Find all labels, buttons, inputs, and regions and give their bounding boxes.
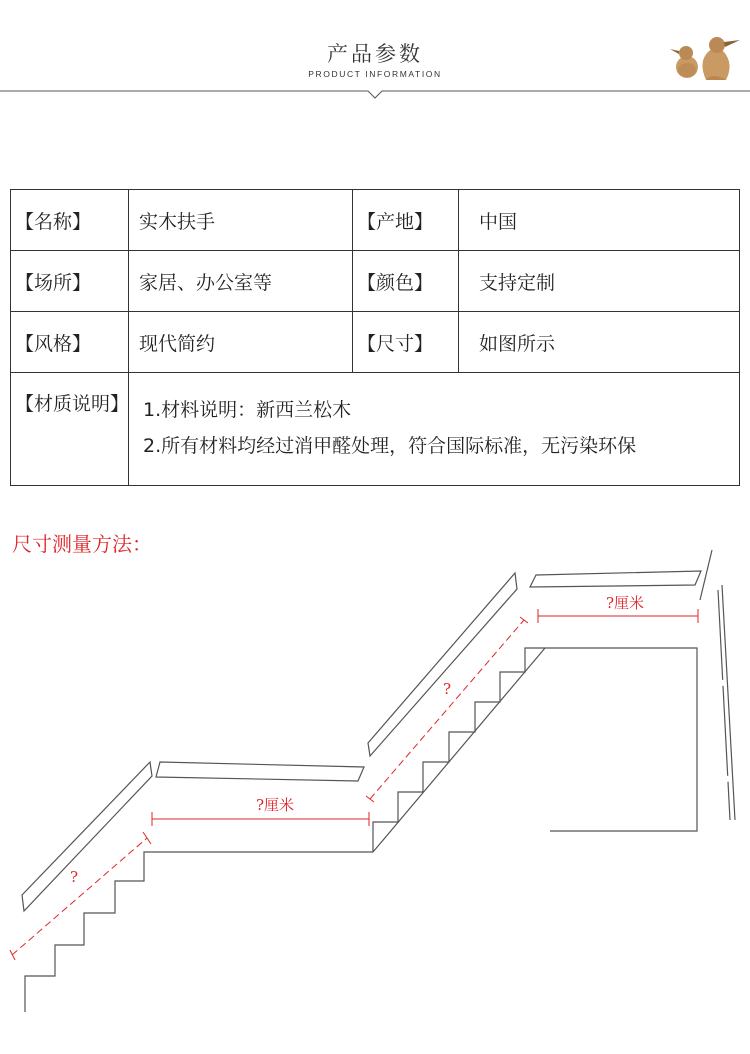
dim-upper-flight-label: ? [443, 680, 452, 698]
staircase-outline [22, 550, 735, 1012]
lower-handrail [22, 762, 152, 911]
material-line: 1.材料说明：新西兰松木 [143, 399, 352, 421]
upper-landing-rail [530, 571, 701, 587]
section-title: 产品参数 [327, 42, 423, 66]
color-value: 支持定制 [459, 251, 740, 312]
upper-handrail [368, 573, 517, 756]
measurement-heading: 尺寸测量方法： [12, 532, 152, 556]
dim-upper-landing-label: ?厘米 [606, 594, 645, 612]
upper-landing-edge [373, 648, 545, 852]
style-label: 【风格】 [11, 312, 129, 373]
lower-landing-rail [156, 762, 364, 781]
name-label: 【名称】 [11, 190, 129, 251]
place-label: 【场所】 [11, 251, 129, 312]
size-value: 如图所示 [459, 312, 740, 373]
origin-value: 中国 [459, 190, 740, 251]
dim-lower-landing-label: ?厘米 [256, 796, 295, 814]
color-label: 【颜色】 [353, 251, 459, 312]
dimension-lines [10, 609, 698, 960]
right-rail-c [700, 550, 712, 600]
name-value: 实木扶手 [129, 190, 353, 251]
section-subtitle: PRODUCT INFORMATION [308, 69, 442, 79]
dim-lower-flight [12, 838, 147, 955]
lower-flight-steps [25, 852, 173, 1012]
upper-landing [545, 648, 697, 831]
material-line: 2.所有材料均经过消甲醛处理，符合国际标准，无污染环保 [143, 435, 637, 457]
dim-upper-flight [370, 620, 524, 799]
origin-label: 【产地】 [353, 190, 459, 251]
dim-lower-flight-label: ? [70, 868, 79, 886]
place-value: 家居、办公室等 [129, 251, 353, 312]
material-label: 【材质说明】 [11, 373, 129, 486]
style-value: 现代简约 [129, 312, 353, 373]
size-label: 【尺寸】 [353, 312, 459, 373]
